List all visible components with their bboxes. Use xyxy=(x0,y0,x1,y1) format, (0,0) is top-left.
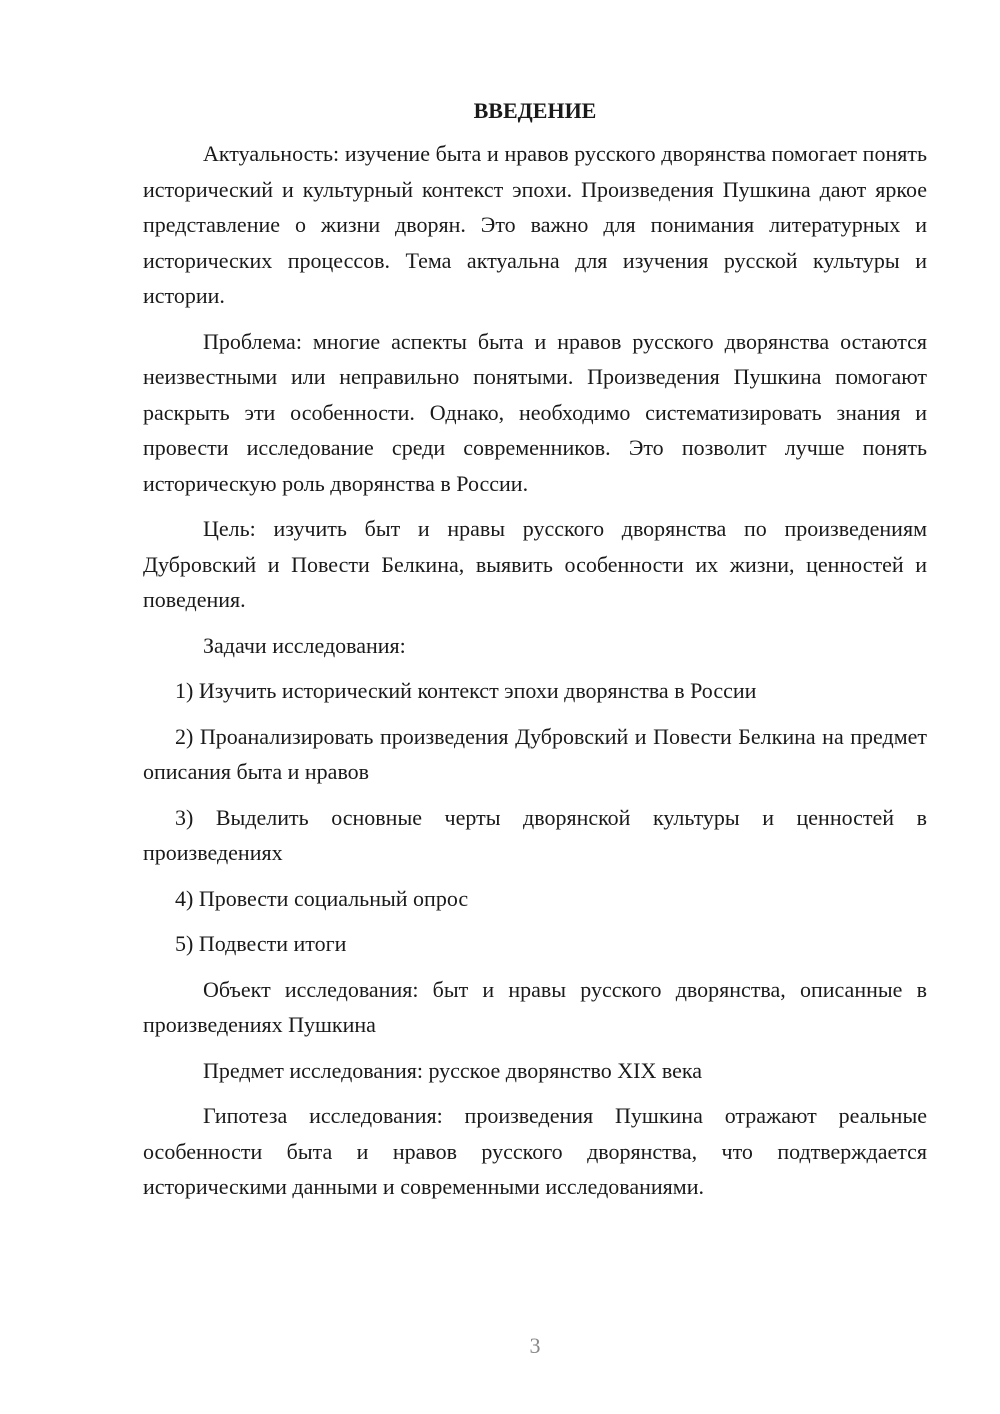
task-item-2: 2) Проанализировать произведения Дубровский и Повести Белкина на предмет описания быта и нравов xyxy=(143,723,927,784)
paragraph-object: Объект исследования: быт и нравы русского дворянства, описанные в произведениях Пушкина xyxy=(143,976,927,1037)
paragraph-tasks-heading: Задачи исследования: xyxy=(203,632,406,658)
task-item-5: 5) Подвести итоги xyxy=(175,931,347,956)
paragraph-hypothesis: Гипотеза исследования: произведения Пушкина отражают реальные особенности быта и нравов русского дворянства, что подтверждается историческими данными и современными исследованиями. xyxy=(143,1103,927,1199)
task-item-4: 4) Провести социальный опрос xyxy=(175,885,469,911)
task-item-1: 1) Изучить исторический контекст эпохи дворянства в России xyxy=(175,678,757,703)
document-page xyxy=(143,96,927,1215)
paragraph-subject: Предмет исследования: русское дворянство XIX века xyxy=(203,1057,702,1083)
task-item-3: 3) Выделить основные черты дворянской культуры и ценностей в произведениях xyxy=(143,804,927,865)
paragraph-goal: Цель: изучить быт и нравы русского дворянства по произведениям Дубровский и Повести Белкина, выявить особенности их жизни, ценностей и поведения. xyxy=(143,516,927,612)
page-number: 3 xyxy=(529,1333,541,1358)
paragraph-problem: Проблема: многие аспекты быта и нравов русского дворянства остаются неизвестными или неправильно понятыми. Произведения Пушкина помогают раскрыть эти особенности. Однако, необходимо систематизировать знания и провести исследование среди современников. Это позволит лучше понять историческую роль дворянства в России. xyxy=(143,328,927,496)
section-title: ВВЕДЕНИЕ xyxy=(473,98,597,123)
paragraph-relevance: Актуальность: изучение быта и нравов русского дворянства помогает понять исторический и культурный контекст эпохи. Произведения Пушкина дают яркое представление о жизни дворян. Это важно для понимания литературных и исторических процессов. Тема актуальна для изучения русской культуры и истории. xyxy=(143,141,927,308)
